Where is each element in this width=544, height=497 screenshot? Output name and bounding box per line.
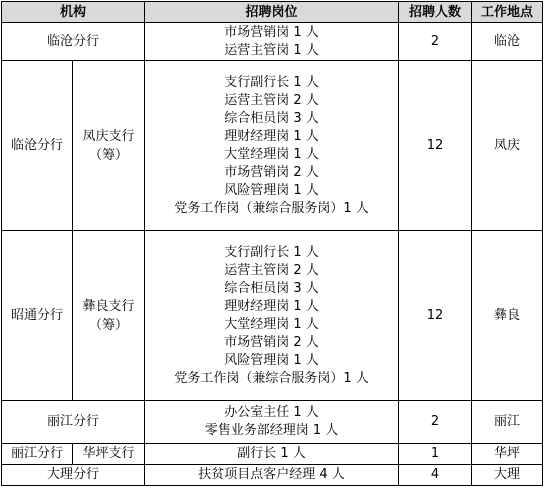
position-item: 理财经理岗 1 人 xyxy=(224,298,319,314)
position-item: 办公室主任 1 人 xyxy=(224,405,319,420)
position-item: 大堂经理岗 1 人 xyxy=(224,316,319,332)
branch-cell: 昭通分行 xyxy=(2,231,73,401)
branch-cell: 临沧分行 xyxy=(2,23,145,61)
position-item: 市场营销岗 2 人 xyxy=(224,164,319,180)
header-row xyxy=(2,2,543,23)
location-cell: 临沧 xyxy=(472,23,543,61)
position-item: 大堂经理岗 1 人 xyxy=(224,146,319,162)
branch-cell: 丽江分行 xyxy=(2,401,145,444)
location-cell: 丽江 xyxy=(472,401,543,444)
table-row xyxy=(2,231,543,401)
position-item: 扶贫项目点客户经理 4 人 xyxy=(198,467,345,482)
table-row xyxy=(2,61,543,231)
position-item: 理财经理岗 1 人 xyxy=(224,128,319,144)
position-item: 党务工作岗（兼综合服务岗）1 人 xyxy=(174,200,369,216)
sub-branch-note: （筹） xyxy=(89,147,129,163)
position-item: 副行长 1 人 xyxy=(237,446,306,461)
sub-branch-name: 凤庆支行 xyxy=(82,128,135,144)
count-cell: 2 xyxy=(399,401,472,444)
sub-branch-cell xyxy=(73,231,145,401)
count-cell: 1 xyxy=(399,444,472,465)
table-row xyxy=(2,465,543,486)
position-item: 运营主管岗 1 人 xyxy=(224,42,319,58)
location-cell: 大理 xyxy=(472,465,543,486)
positions-cell xyxy=(145,444,399,465)
position-item: 风险管理岗 1 人 xyxy=(224,182,319,198)
sub-branch-cell xyxy=(73,61,145,231)
position-item: 市场营销岗 1 人 xyxy=(224,24,319,40)
position-item: 综合柜员岗 3 人 xyxy=(224,110,319,126)
positions-cell xyxy=(145,231,399,401)
position-item: 党务工作岗（兼综合服务岗）1 人 xyxy=(174,370,369,386)
positions-cell xyxy=(145,465,399,486)
position-item: 运营主管岗 2 人 xyxy=(224,92,319,108)
count-cell: 2 xyxy=(399,23,472,61)
position-item: 支行副行长 1 人 xyxy=(224,74,319,90)
positions-cell xyxy=(145,23,399,61)
location-cell: 华坪 xyxy=(472,444,543,465)
location-cell: 彝良 xyxy=(472,231,543,401)
branch-cell: 临沧分行 xyxy=(2,61,73,231)
header-org: 机构 xyxy=(2,2,145,23)
table-row xyxy=(2,23,543,61)
branch-cell: 丽江分行 xyxy=(2,444,73,465)
sub-branch-note: （筹） xyxy=(89,317,129,333)
header-location: 工作地点 xyxy=(472,2,543,23)
position-item: 零售业务部经理岗 1 人 xyxy=(204,423,339,438)
positions-cell xyxy=(145,61,399,231)
location-cell: 凤庆 xyxy=(472,61,543,231)
count-cell: 12 xyxy=(399,61,472,231)
header-positions: 招聘岗位 xyxy=(145,2,399,23)
table-row xyxy=(2,444,543,465)
count-cell: 4 xyxy=(399,465,472,486)
position-item: 运营主管岗 2 人 xyxy=(224,262,319,278)
position-item: 市场营销岗 2 人 xyxy=(224,334,319,350)
header-count: 招聘人数 xyxy=(399,2,472,23)
recruitment-table xyxy=(1,1,543,486)
branch-cell: 大理分行 xyxy=(2,465,145,486)
position-item: 综合柜员岗 3 人 xyxy=(224,280,319,296)
position-item: 支行副行长 1 人 xyxy=(224,244,319,260)
positions-cell xyxy=(145,401,399,444)
sub-branch-cell: 华坪支行 xyxy=(73,444,145,465)
sub-branch-name: 彝良支行 xyxy=(82,298,135,314)
count-cell: 12 xyxy=(399,231,472,401)
position-item: 风险管理岗 1 人 xyxy=(224,352,319,368)
table-row xyxy=(2,401,543,444)
